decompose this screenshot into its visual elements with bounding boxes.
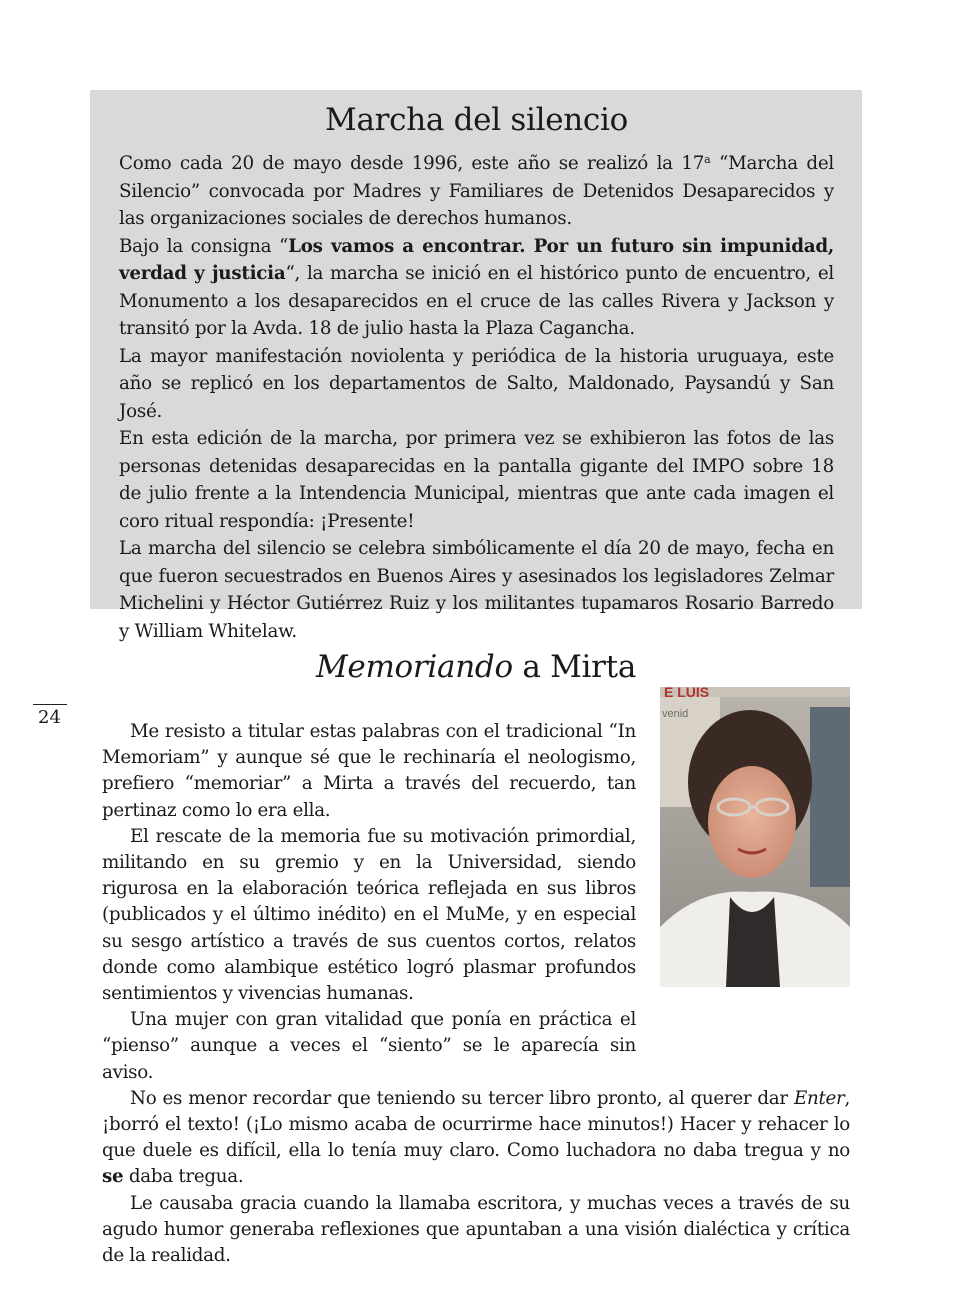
ordinal-superscript: a	[704, 153, 711, 166]
article-paragraph-3: Una mujer con gran vitalidad que ponía en práctica el “pienso” aunque a veces el “siento” se le aparecía sin aviso.	[102, 1009, 636, 1083]
slogan-bold: Los vamos a encontrar. Por un futuro sin impunidad, verdad y justicia	[119, 235, 834, 284]
box-paragraph-1	[119, 150, 834, 233]
article-p4-text: No es menor recordar que teniendo su tercer libro pronto, al querer dar	[130, 1087, 794, 1109]
box-p2-text-cont: “, la marcha se inició en el histórico punto de encuentro, el Monumento a los desaparecidos en el cruce de las calles Rivera y Jackson y transitó por la Avda. 18 de julio hasta la Plaza Cagancha.	[119, 263, 834, 339]
article-paragraph-1: Me resisto a titular estas palabras con el tradicional “In Memoriam” y aunque sé que le rechinaría el neologismo, prefiero “memoriar” a Mirta a través del recuerdo, tan pertinaz como lo era ella.	[102, 721, 636, 821]
article-paragraph-5: Le causaba gracia cuando la llamaba escritora, y muchas veces a través de su agudo humor generaba reflexiones que apuntaban a una visión dialéctica y crítica de la realidad.	[102, 1192, 850, 1267]
box-p2-text: Bajo la consigna “	[119, 235, 289, 257]
article-title	[90, 647, 862, 687]
box-paragraph-4: En esta edición de la marcha, por primera vez se exhibieron las fotos de las personas detenidas desaparecidas en la pantalla gigante del IMPO sobre 18 de julio frente a la Intendencia Municipal, mientras que ante cada imagen el coro ritual respondía: ¡Presente!	[119, 428, 834, 532]
article-p4-text-mid: , ¡borró el texto! (¡Lo mismo acaba de ocurrirme hace minutos!) Hacer y rehacer lo que duele es difícil, ella lo tenía muy claro. Como luchadora no daba tregua y no	[102, 1087, 850, 1162]
article-paragraph-4	[102, 1086, 850, 1191]
page-number: 24	[38, 707, 61, 728]
box-paragraph-2	[119, 233, 834, 343]
box-p1-text-cont: “Marcha del Silencio” convocada por Madres y Familiares de Detenidos Desaparecidos y las organizaciones sociales de derechos humanos.	[119, 153, 835, 229]
box-paragraph-3: La mayor manifestación noviolenta y periódica de la historia uruguaya, este año se replicó en los departamentos de Salto, Maldonado, Paysandú y San José.	[119, 345, 834, 422]
box-title: Marcha del silencio	[325, 102, 628, 138]
article-body	[102, 719, 850, 1269]
sign-text: E LUIS	[664, 687, 710, 700]
box-p1-text: Como cada 20 de mayo desde 1996, este año se realizó la 17	[119, 153, 705, 174]
article-title-italic: Memoriando	[315, 649, 513, 685]
box-paragraph-5: La marcha del silencio se celebra simbólicamente el día 20 de mayo, fecha en que fueron secuestrados en Buenos Aires y asesinados los legisladores Zelmar Michelini y Héctor Gutiérrez Ruiz y los militantes tupamaros Rosario Barredo y William Whitelaw.	[119, 538, 834, 642]
article-paragraph-2: El rescate de la memoria fue su motivación primordial, militando en su gremio y en la Universidad, siendo rigurosa en la elaboración teórica reflejada en sus libros (publicados y el último inédito) en el MuMe, y en especial su sesgo artístico a través de sus cuentos cortos, relatos donde como alambique estético logró plasmar profundos sentimientos y vivencias humanas.	[102, 825, 636, 1005]
article-title-rest: a Mirta	[512, 649, 637, 685]
marcha-del-silencio-box	[90, 90, 862, 642]
enter-italic: Enter	[793, 1087, 845, 1109]
se-bold: se	[102, 1166, 124, 1188]
article-p4-text-end: daba tregua.	[123, 1166, 244, 1188]
page-number-rule	[33, 704, 67, 705]
sign-subtext: venid	[662, 708, 689, 720]
